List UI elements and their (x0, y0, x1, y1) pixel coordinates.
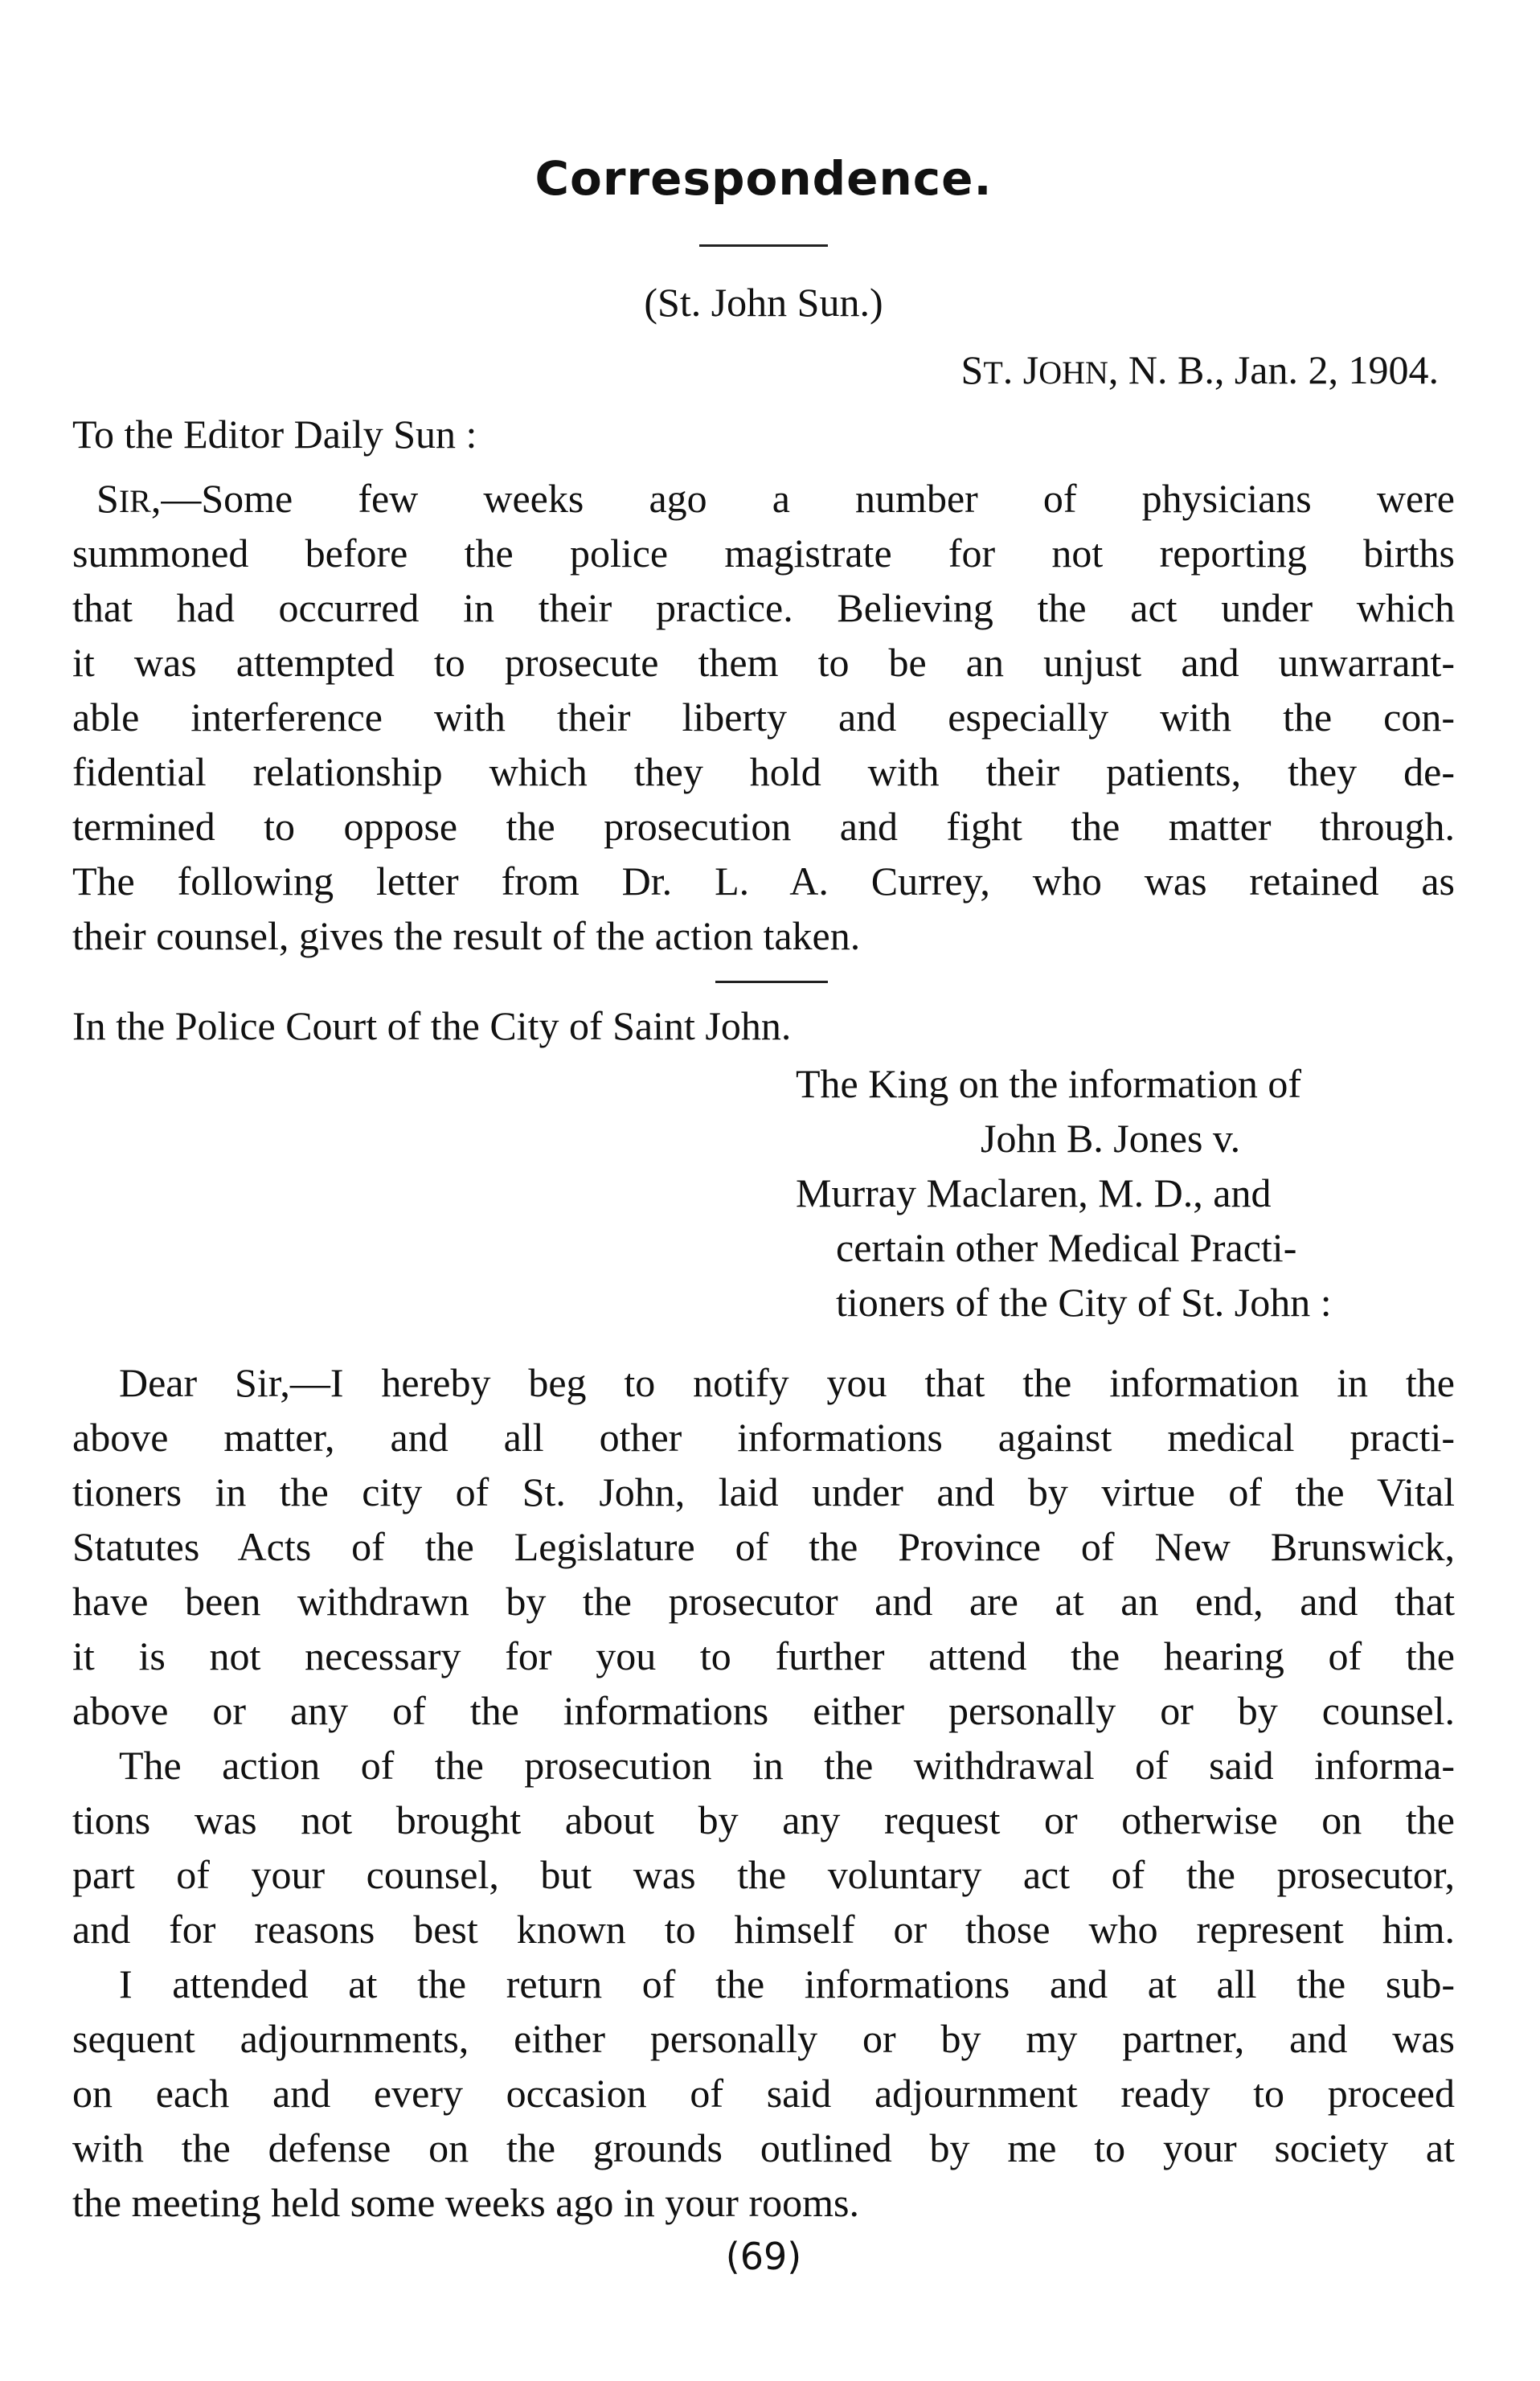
body-line: above matter, and all other informations against medical practi- (72, 1415, 1455, 1460)
dateline-place-first-small: T (983, 354, 1003, 391)
dateline-date: , N. B., Jan. 2, 1904. (1108, 347, 1439, 392)
source-line: (St. John Sun.) (644, 280, 883, 325)
body-line: Statutes Acts of the Legislature of the Province of New Brunswick, (72, 1524, 1455, 1569)
dateline-place-first: S (960, 347, 984, 392)
body-line: sequent adjournments, either personally or by my partner, and was (72, 2016, 1455, 2061)
caption-line: Murray Maclaren, M. D., and (796, 1170, 1272, 1215)
letter1-line: able interference with their liberty and especially with the con- (72, 695, 1455, 740)
body-line: on each and every occasion of said adjournment ready to proceed (72, 2071, 1455, 2116)
dateline-place-rest-small: OHN (1038, 354, 1108, 391)
page-number: (69) (725, 2235, 802, 2278)
body-line: with the defense on the grounds outlined by me to your society at (72, 2125, 1455, 2170)
caption-line: John B. Jones v. (981, 1116, 1241, 1161)
document-page (72, 0, 1455, 2381)
body-line: Dear Sir,—I hereby beg to notify you that the information in the (119, 1360, 1455, 1405)
body-line: The action of the prosecution in the withdrawal of said informa- (119, 1743, 1455, 1788)
letter1-line: it was attempted to prosecute them to be an unjust and unwarrant- (72, 640, 1455, 685)
letter1-line: The following letter from Dr. L. A. Currey, who was retained as (72, 859, 1455, 904)
letter1-line: summoned before the police magistrate for not reporting births (72, 531, 1455, 576)
caption-line: certain other Medical Practi- (836, 1225, 1297, 1270)
court-heading: In the Police Court of the City of Saint John. (72, 1003, 792, 1048)
body-line: the meeting held some weeks ago in your rooms. (72, 2180, 859, 2225)
section-divider (715, 981, 828, 983)
body-line: tions was not brought about by any request or otherwise on the (72, 1797, 1455, 1842)
sir-small: IR (118, 483, 151, 519)
title-divider (699, 244, 828, 247)
letter1-line: their counsel, gives the result of the action taken. (72, 913, 861, 958)
body-line: part of your counsel, but was the voluntary act of the prosecutor, (72, 1852, 1455, 1897)
letter1-line: fidential relationship which they hold with their patients, they de- (72, 749, 1455, 794)
body-line: tioners in the city of St. John, laid under and by virtue of the Vital (72, 1469, 1455, 1514)
body-line: above or any of the informations either personally or by counsel. (72, 1688, 1455, 1733)
page-title: Correspondence. (534, 151, 993, 206)
letter1-line-1 (72, 473, 1455, 527)
caption-line: tioners of the City of St. John : (836, 1280, 1332, 1325)
letter1-line: termined to oppose the prosecution and fight the matter through. (72, 804, 1455, 849)
body-line: and for reasons best known to himself or those who represent him. (72, 1907, 1455, 1952)
dateline-place-rest: . J (1002, 347, 1039, 392)
dateline (72, 344, 1455, 399)
body-line: have been withdrawn by the prosecutor and are at an end, and that (72, 1579, 1455, 1624)
salutation: To the Editor Daily Sun : (72, 412, 477, 457)
caption-line: The King on the information of (796, 1061, 1302, 1106)
letter1-line-1-text: ,—Some few weeks ago a number of physicians were (150, 476, 1455, 521)
body-line: I attended at the return of the informations and at all the sub- (119, 1961, 1455, 2006)
sir-cap: S (96, 476, 119, 521)
body-line: it is not necessary for you to further attend the hearing of the (72, 1633, 1455, 1678)
letter1-line: that had occurred in their practice. Believing the act under which (72, 585, 1455, 630)
